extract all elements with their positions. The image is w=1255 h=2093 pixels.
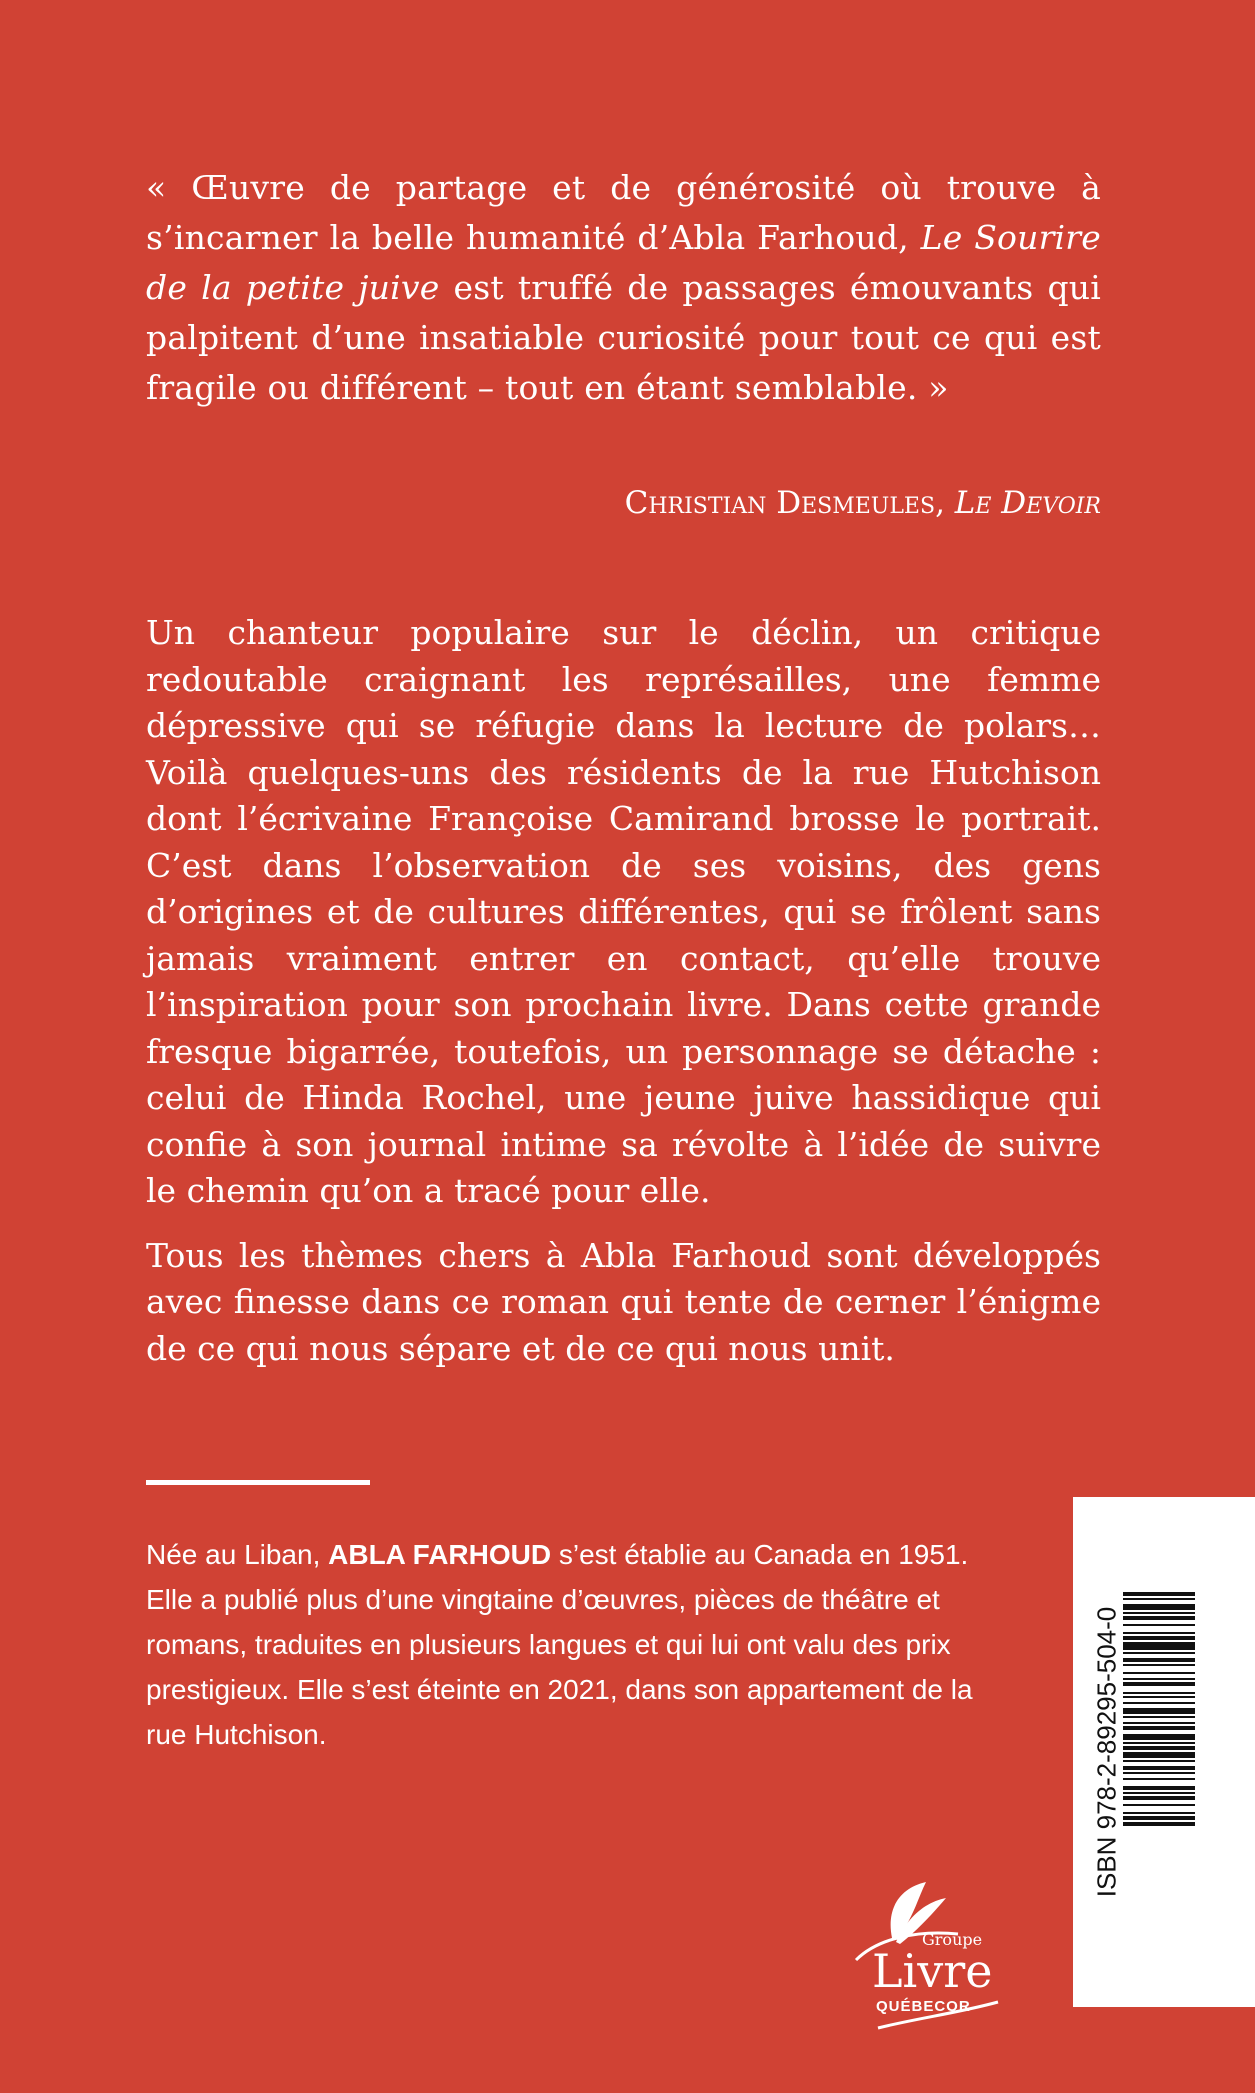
barcode-bar: [1123, 1664, 1195, 1666]
barcode-bar: [1123, 1696, 1195, 1698]
logo-groupe: Groupe: [922, 1930, 983, 1949]
barcode-bar: [1123, 1812, 1195, 1814]
barcode-bar: [1123, 1624, 1195, 1626]
barcode-bar: [1123, 1604, 1195, 1610]
barcode-bar: [1123, 1742, 1195, 1744]
barcode-bar: [1123, 1726, 1195, 1730]
barcode-bar: [1123, 1792, 1195, 1794]
logo-livre: Livre: [872, 1944, 993, 1998]
barcode-bar: [1123, 1722, 1195, 1724]
barcode-bar: [1123, 1766, 1195, 1770]
barcode-bar: [1123, 1734, 1195, 1740]
bio-prefix: Née au Liban,: [146, 1539, 329, 1570]
barcode-bar: [1123, 1804, 1195, 1806]
barcode-bar: [1123, 1658, 1195, 1662]
barcode-bar: [1123, 1598, 1195, 1600]
review-quote: [146, 163, 1101, 413]
barcode-bar: [1123, 1652, 1195, 1654]
barcode-bar: [1123, 1746, 1195, 1750]
barcode-bar: [1123, 1816, 1195, 1820]
publication-name: Le Devoir: [954, 485, 1101, 521]
quote-text-start: « Œuvre de partage et de générosité où trouve à s’incarner la belle humanité d’Abla Farhoud,: [146, 168, 1101, 257]
barcode-icon: [1123, 1592, 1195, 1914]
barcode-bar: [1123, 1716, 1195, 1718]
barcode-bar: [1123, 1636, 1195, 1640]
barcode-bar: [1123, 1672, 1195, 1674]
barcode-bar: [1123, 1616, 1195, 1620]
critic-name: Christian Desmeules,: [624, 485, 945, 521]
summary-paragraph-1: Un chanteur populaire sur le déclin, un critique redoutable craignant les représailles, une femme dépressive qui se réfugie dans la lecture de polars… Voilà quelques-uns des résidents de la rue Hutchison dont l’écrivaine Françoise Camirand brosse le portrait. C’est dans l’observation de ses voisins, des gens d’origines et de cultures différentes, qui se frôlent sans jamais vraiment entrer en contact, qu’elle trouve l’inspiration pour son prochain livre. Dans cette grande fresque bigarrée, toutefois, un personnage se détache : celui de Hinda Rochel, une jeune juive hassidique qui confie à son journal intime sa révolte à l’idée de suivre le chemin qu’on a tracé pour elle.: [146, 613, 1101, 1210]
barcode-bar: [1123, 1772, 1195, 1774]
book-summary: [146, 610, 1101, 1390]
barcode-bar: [1123, 1692, 1195, 1694]
author-name: ABLA FARHOUD: [328, 1539, 552, 1570]
barcode-bar: [1123, 1778, 1195, 1780]
quote-text-end: est truffé de passages émouvants qui palpitent d’une insatiable curiosité pour tout ce qui est fragile ou différent – tout en étant semblable. »: [146, 268, 1101, 407]
barcode-bar: [1123, 1682, 1195, 1686]
barcode-bar: [1123, 1702, 1195, 1704]
section-divider: [146, 1480, 370, 1485]
barcode-panel: [1073, 1497, 1255, 2007]
publisher-logo: [848, 1868, 1018, 2033]
author-bio: [146, 1532, 1016, 1757]
barcode-bar: [1123, 1612, 1195, 1614]
barcode-bar: [1123, 1786, 1195, 1790]
barcode-bar: [1123, 1632, 1195, 1634]
barcode-bar: [1123, 1708, 1195, 1714]
barcode-bar: [1123, 1752, 1195, 1758]
summary-paragraph-2: Tous les thèmes chers à Abla Farhoud sont développés avec finesse dans ce roman qui tente de cerner l’énigme de ce qui nous sépare et de ce qui nous unit.: [146, 1235, 1101, 1368]
isbn-label: ISBN 978-2-89295-504-0: [1091, 1606, 1122, 1898]
barcode-bar: [1123, 1678, 1195, 1680]
barcode-bar: [1123, 1642, 1195, 1650]
quote-attribution: [146, 478, 1101, 528]
book-title: Le Sourire de la petite juive: [146, 218, 1101, 307]
barcode-bar: [1123, 1592, 1195, 1596]
bio-text: s’est établie au Canada en 1951. Elle a publié plus d’une vingtaine d’œuvres, pièces de théâtre et romans, traduites en plusieurs langues et qui lui ont valu des prix prestigieux. Elle s’est éteinte en 2021, dans son appartement de la rue Hutchison.: [146, 1539, 973, 1750]
barcode-bar: [1123, 1796, 1195, 1800]
logo-quebecor: QUÉBECOR: [876, 1998, 971, 2015]
barcode-bar: [1123, 1760, 1195, 1762]
barcode-bar: [1123, 1822, 1195, 1826]
